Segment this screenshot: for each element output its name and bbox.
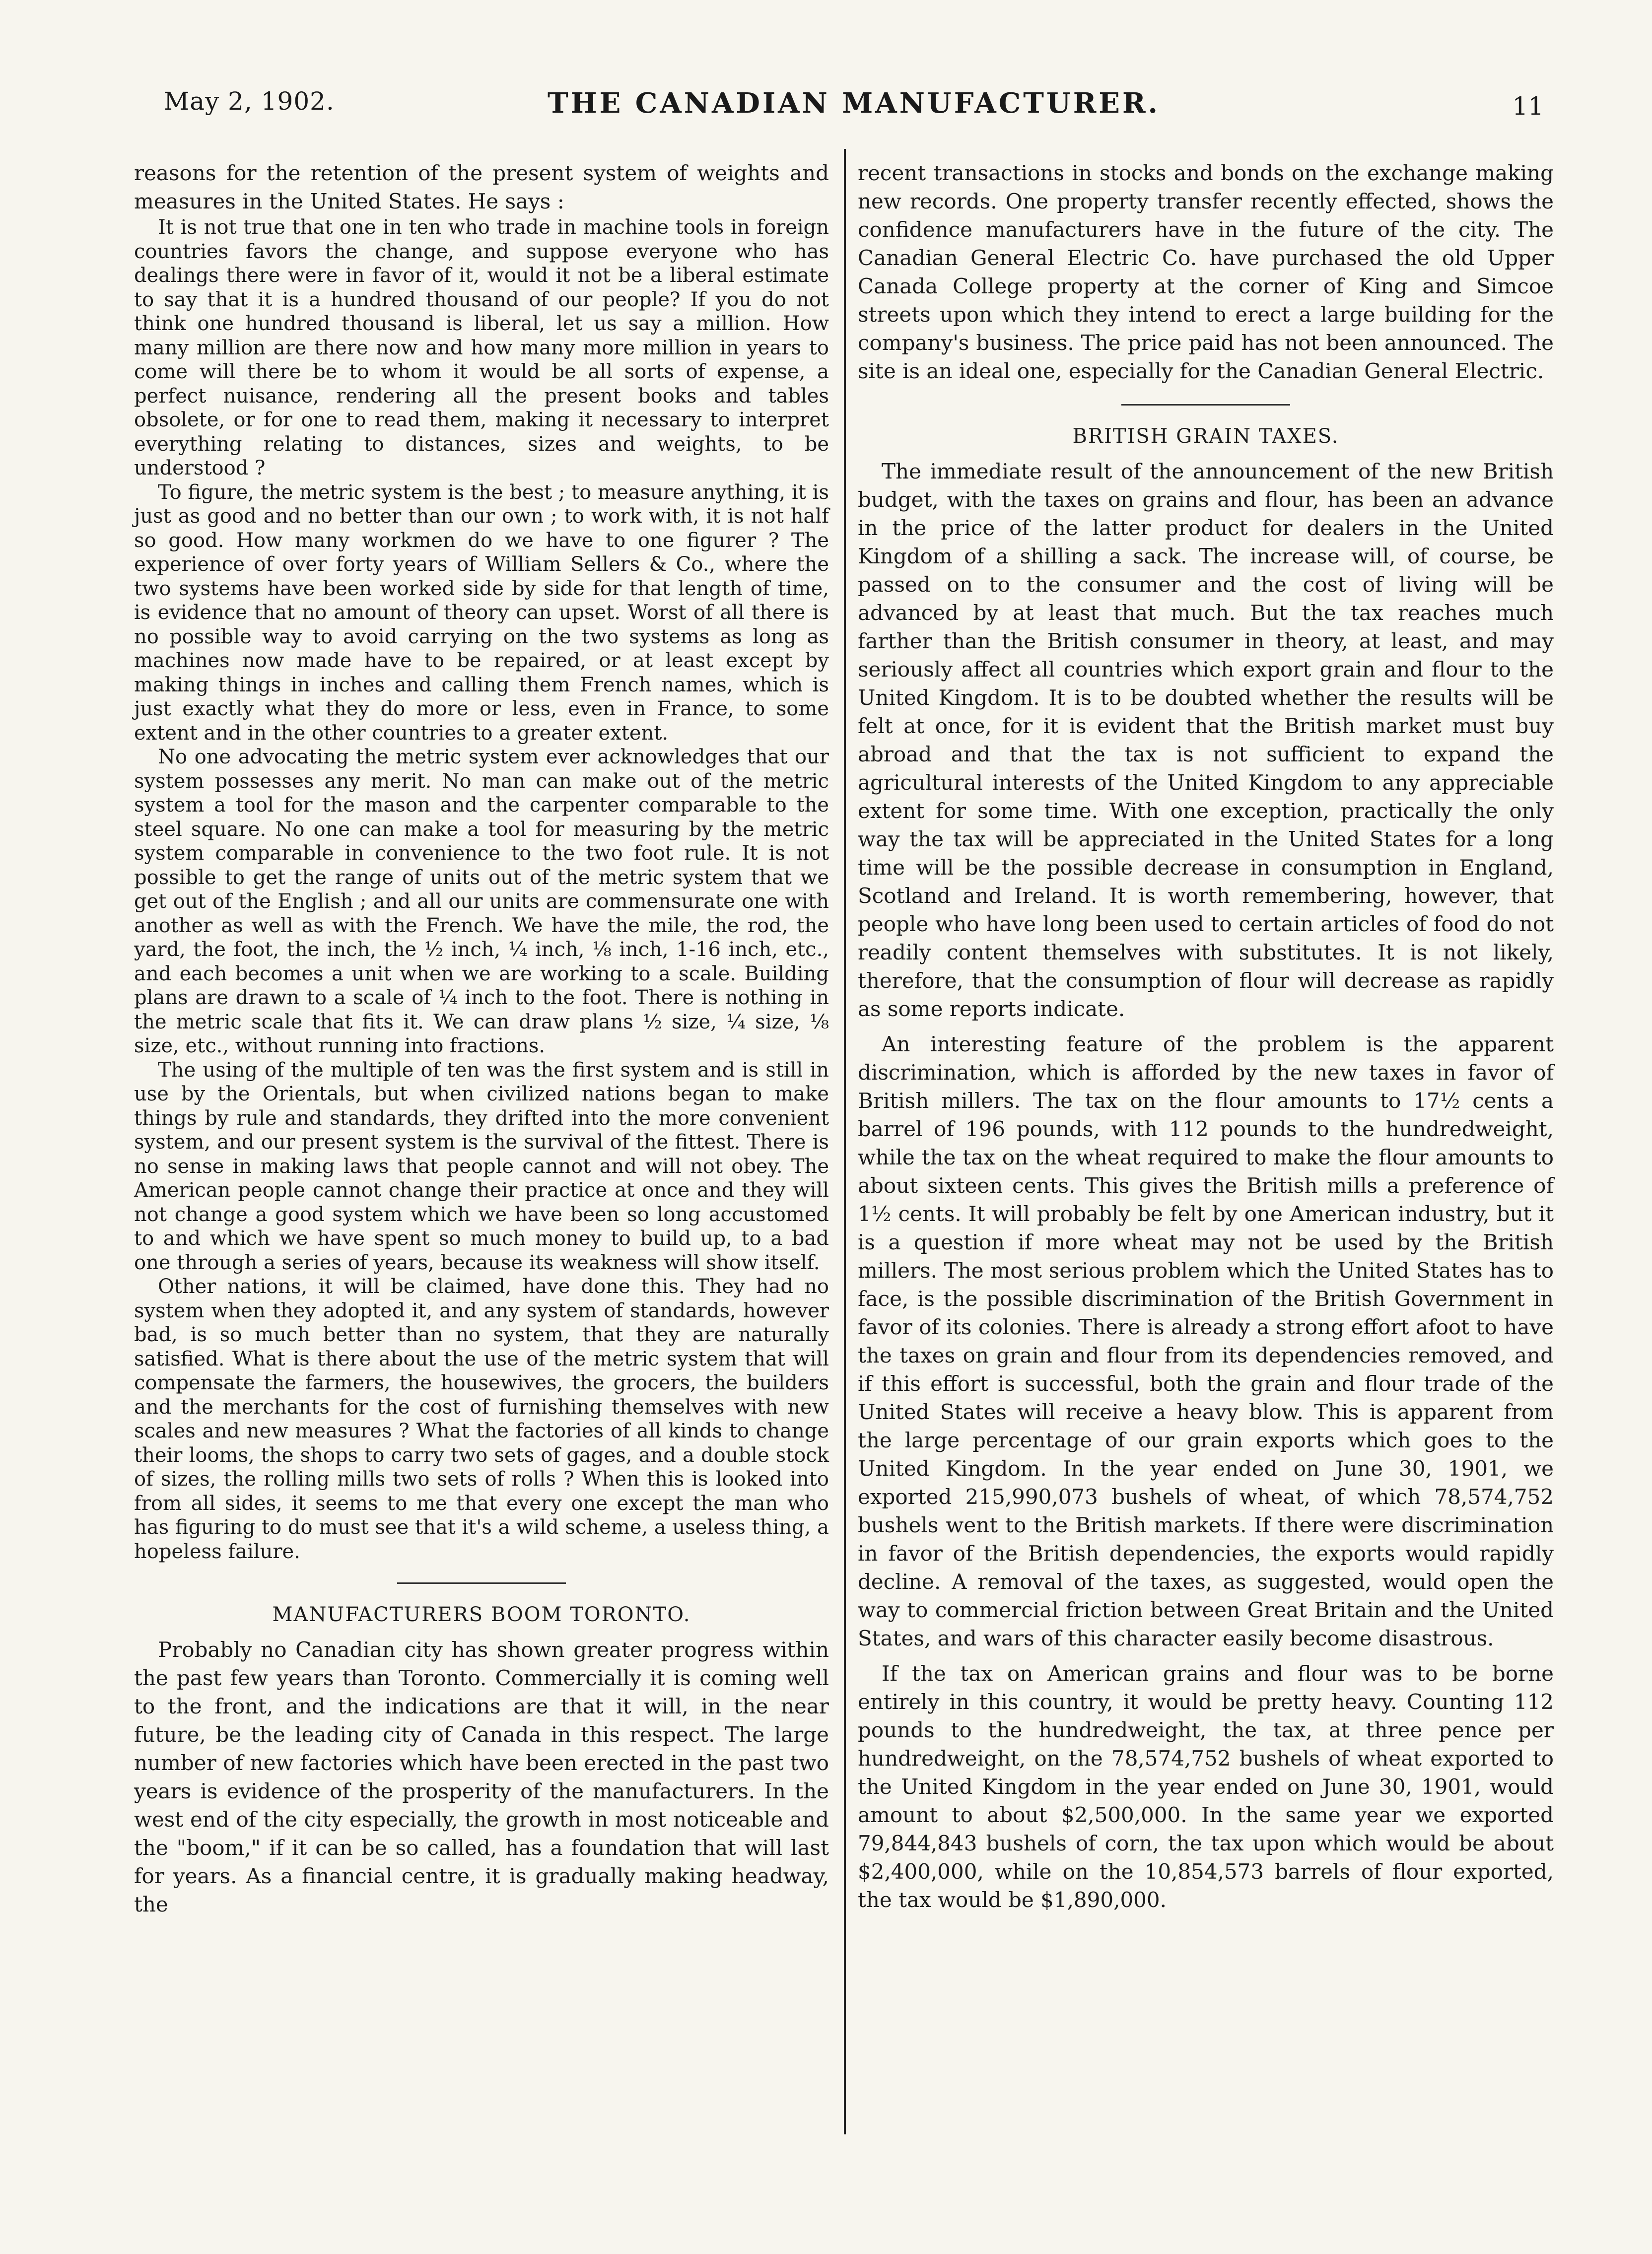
paragraph-gap: [858, 1023, 1554, 1030]
article-paragraph: The immediate result of the announcement of the new British budget, with the taxes on grains and flour, has been an advance in the price of the latter product for dealers in the United Kingdom of a shilling a sack. The increase will, of course, be passed on to the consumer and the cost of living will be advanced by at least that much. But the tax reaches much farther than the British consumer in theory, at least, and may seriously affect all countries which export grain and flour to the United Kingdom. It is to be doubted whether the results will be felt at once, for it is evident that the British market must buy abroad and that the tax is not sufficient to expand the agricultural interests of the United Kingdom to any appreciable extent for some time. With one exception, practically the only way the tax will be appreciated in the United States for a long time will be the possible decrease in consumption in England, Scotland and Ireland. It is worth remembering, however, that people who have long been used to certain articles of food do not readily content themselves with substitutes. It is not likely, therefore, that the consumption of flour will decrease as rapidly as some reports indicate.: [858, 459, 1554, 1021]
quote-paragraph: It is not true that one in ten who trade in machine tools in foreign countries favors the change, and suppose everyone who has dealings there were in favor of it, would it not be a liberal estimate to say that it is a hundred thousand of our people? If you do not think one hundred thousand is liberal, let us say a million. How many million are there now and how many more million in years to come will there be to whom it would be all sorts of expense, a perfect nuisance, rendering all the present books and tables obsolete, or for one to read them, making it necessary to interpret everything relating to distances, sizes and weights, to be understood ?: [134, 216, 829, 479]
article-continuation: recent transactions in stocks and bonds on the exchange making new records. One property transfer recently effected, shows the confidence manufacturers have in the future of the city. The Canadian General Electric Co. have purchased the old Upper Canada College property at the corner of King and Simcoe streets upon which they intend to erect a large building for the company's business. The price paid has not been announced. The site is an ideal one, especially for the Canadian General Electric.: [858, 161, 1554, 383]
section-rule: [397, 1582, 566, 1584]
page-header: [164, 87, 1544, 134]
quote-paragraph: The using of the multiple of ten was the first system and is still in use by the Orientals, but when civilized nations began to make things by rule and standards, they drifted into the more convenient system, and our present system is the survival of the fittest. There is no sense in making laws that people cannot and will not obey. The American people cannot change their practice at once and they will not change a good system which we have been so long accustomed to and which we have spent so much money to build up, to a bad one through a series of years, because its weakness will show itself.: [134, 1058, 829, 1274]
left-column: [134, 159, 829, 1918]
quoted-text: [134, 215, 829, 1564]
issue-date: May 2, 1902.: [164, 87, 335, 116]
quote-paragraph: Other nations, it will be claimed, have done this. They had no system when they adopted it, and any system of standards, however bad, is so much better than no system, that they are naturally satisfied. What is there about the use of the metric system that will compensate the farmers, the housewives, the grocers, the builders and the merchants for the cost of furnishing themselves with new scales and new measures ? What the factories of all kinds to change their looms, the shops to carry two sets of gages, and a double stock of sizes, the rolling mills two sets of rolls ? When this is looked into from all sides, it seems to me that every one except the man who has figuring to do must see that it's a wild scheme, a useless thing, a hopeless failure.: [134, 1275, 829, 1563]
article-heading: MANUFACTURERS BOOM TORONTO.: [272, 1603, 691, 1626]
article-paragraph: If the tax on American grains and flour was to be borne entirely in this country, it would be pretty heavy. Counting 112 pounds to the hundredweight, the tax, at three pence per hundredweight, on the 78,574,752 bushels of wheat exported to the United Kingdom in the year ended on June 30, 1901, would amount to about $2,500,000. In the same year we exported 79,844,843 bushels of corn, the tax upon which would be about $2,400,000, while on the 10,854,573 barrels of flour exported, the tax would be $1,890,000.: [858, 1661, 1554, 1912]
right-column: [858, 159, 1554, 1914]
article-paragraph: An interesting feature of the problem is the apparent discrimination, which is afforded by the new taxes in favor of British millers. The tax on the flour amounts to 17½ cents a barrel of 196 pounds, with 112 pounds to the hundredweight, while the tax on the wheat required to make the flour amounts to about sixteen cents. This gives the British mills a preference of 1½ cents. It will probably be felt by one American industry, but it is a question if more wheat may not be used by the British millers. The most serious problem which the United States has to face, is the possible discrimination of the British Government in favor of its colonies. There is already a strong effort afoot to have the taxes on grain and flour from its dependencies removed, and if this effort is successful, both the grain and flour trade of the United States will receive a heavy blow. This is apparent from the large percentage of our grain exports which goes to the United Kingdom. In the year ended on June 30, 1901, we exported 215,990,073 bushels of wheat, of which 78,574,752 bushels went to the British markets. If there were discrimination in favor of the British dependencies, the exports would rapidly decline. A removal of the taxes, as suggested, would open the way to commercial friction between Great Britain and the United States, and wars of this character easily become disastrous.: [858, 1031, 1554, 1650]
page-number: 11: [1512, 92, 1544, 121]
paragraph-gap: [858, 1652, 1554, 1659]
article-paragraph: Probably no Canadian city has shown greater progress within the past few years than Toronto. Commercially it is coming well to the front, and the indications are that it will, in the near future, be the leading city of Canada in this respect. The large number of new factories which have been erected in the past two years is evidence of the prosperity of the manufacturers. In the west end of the city especially, the growth in most noticeable and the "boom," if it can be so called, has a foundation that will last for years. As a financial centre, it is gradually making headway, the: [134, 1637, 829, 1916]
section-rule: [1121, 404, 1290, 406]
quote-paragraph: To figure, the metric system is the best ; to measure anything, it is just as good and no better than our own ; to work with, it is not half so good. How many workmen do we have to one figurer ? The experience of over forty years of William Sellers & Co., where the two systems have been worked side by side for that length of time, is evidence that no amount of theory can upset. Worst of all there is no possible way to avoid carrying on the two systems as long as machines now made have to be repaired, or at least except by making things in inches and calling them French names, which is just exactly what they do more or less, even in France, to some extent and in the other countries to a greater extent.: [134, 480, 829, 745]
publication-title: THE CANADIAN MANUFACTURER.: [547, 87, 1161, 120]
column-divider: [844, 149, 846, 2134]
article-heading: BRITISH GRAIN TAXES.: [1072, 425, 1339, 448]
quote-paragraph: No one advocating the metric system ever acknowledges that our system possesses any merit. No man can make out of the metric system a tool for the mason and the carpenter comparable to the steel square. No one can make a tool for measuring by the metric system comparable in convenience to the two foot rule. It is not possible to get the range of units out of the metric system that we get out of the English ; and all our units are commensurate one with another as well as with the French. We have the mile, the rod, the yard, the foot, the inch, the ½ inch, ¼ inch, ⅛ inch, 1-16 inch, etc., and each becomes a unit when we are working to a scale. Building plans are drawn to a scale of ¼ inch to the foot. There is nothing in the metric scale that fits it. We can draw plans ½ size, ¼ size, ⅛ size, etc., without running into fractions.: [134, 746, 829, 1057]
quote-intro: reasons for the retention of the present system of weights and measures in the United States. He says :: [134, 161, 829, 213]
